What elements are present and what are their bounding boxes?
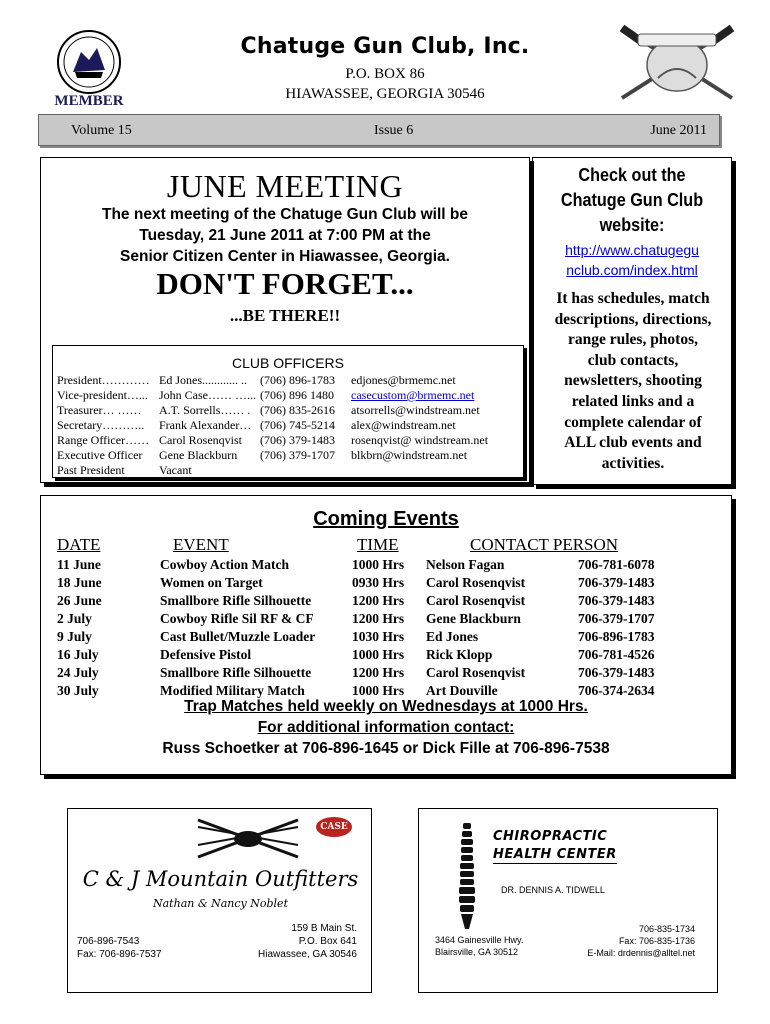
address-line-2: HIAWASSEE, GEORGIA 30546 — [285, 86, 485, 102]
event-contact: Carol Rosenqvist — [426, 665, 526, 680]
event-phone: 706-379-1483 — [578, 593, 655, 608]
officer-email: alex@windstream.net — [351, 418, 456, 432]
dont-forget-heading: DON'T FORGET... — [156, 266, 414, 301]
chiro-name-line-1: CHIROPRACTIC — [493, 829, 608, 844]
events-header-date: DATE — [57, 535, 101, 554]
event-phone: 706-379-1483 — [578, 665, 655, 680]
chiropractic-ad — [418, 808, 718, 993]
event-time: 1030 Hrs — [352, 629, 405, 644]
officer-name: Vacant — [159, 463, 192, 477]
events-title: Coming Events — [313, 508, 459, 530]
outfitters-fax: Fax: 706-896-7537 — [77, 949, 162, 960]
officer-phone: (706) 379-1483 — [260, 433, 335, 447]
website-description-line: range rules, photos, — [567, 331, 699, 349]
officer-name: Frank Alexander… — [159, 418, 252, 432]
officer-role: Vice-president…... — [57, 388, 148, 402]
event-row — [0, 629, 770, 647]
outfitters-name: C & J Mountain Outfitters — [82, 867, 359, 891]
event-row — [0, 575, 770, 593]
event-contact: Carol Rosenqvist — [426, 593, 526, 608]
event-row — [0, 647, 770, 665]
events-header-contact: CONTACT PERSON — [470, 535, 619, 554]
officer-email: rosenqvist@ windstream.net — [351, 433, 489, 447]
website-description-line: related links and a — [571, 392, 695, 410]
officer-email: blkbrn@windstream.net — [351, 448, 468, 462]
meeting-line-3: Senior Citizen Center in Hiawassee, Georgia. — [120, 248, 450, 265]
issue-label: Issue 6 — [374, 123, 414, 138]
crossed-rifles-icon — [193, 815, 303, 863]
website-heading-line-1: Check out the — [578, 165, 686, 185]
event-date: 24 July — [57, 665, 99, 680]
officer-email: edjones@brmemc.net — [351, 373, 456, 387]
meeting-line-2: Tuesday, 21 June 2011 at 7:00 PM at the — [139, 227, 431, 244]
officer-role: President………… — [57, 373, 150, 387]
event-phone: 706-379-1707 — [578, 611, 655, 626]
website-heading-line-3: website: — [599, 215, 665, 235]
be-there-text: ...BE THERE!! — [229, 306, 341, 325]
officer-phone: (706) 379-1707 — [260, 448, 335, 462]
outfitters-box: P.O. Box 641 — [298, 936, 357, 947]
event-phone: 706-374-2634 — [578, 683, 655, 698]
event-date: 18 June — [57, 575, 102, 590]
event-phone: 706-781-4526 — [578, 647, 655, 662]
officers-title: CLUB OFFICERS — [231, 355, 344, 371]
website-link-line-2[interactable]: nclub.com/index.html — [566, 262, 698, 278]
website-description-line: descriptions, directions, — [554, 310, 712, 328]
event-event: Smallbore Rifle Silhouette — [160, 665, 312, 680]
event-time: 1200 Hrs — [352, 611, 405, 626]
case-badge: CASE — [316, 817, 352, 837]
officer-phone: (706) 835-2616 — [260, 403, 335, 417]
event-contact: Ed Jones — [426, 629, 479, 644]
club-title: Chatuge Gun Club, Inc. — [240, 34, 530, 59]
chiro-doctor: DR. DENNIS A. TIDWELL — [501, 885, 605, 895]
event-time: 1000 Hrs — [352, 557, 405, 572]
event-contact: Rick Klopp — [426, 647, 493, 662]
meeting-line-1: The next meeting of the Chatuge Gun Club will be — [102, 206, 468, 223]
officer-phone: (706) 896 1480 — [260, 388, 334, 402]
website-description-line: club contacts, — [587, 351, 679, 369]
issue-date: June 2011 — [650, 123, 707, 138]
event-date: 11 June — [57, 557, 101, 572]
officer-role: Executive Officer — [57, 448, 143, 462]
website-description-line: It has schedules, match — [556, 290, 710, 307]
event-event: Defensive Pistol — [160, 647, 252, 662]
chiro-city: Blairsville, GA 30512 — [435, 947, 519, 957]
event-phone: 706-781-6078 — [578, 557, 655, 572]
officer-role: Range Officer…… — [57, 433, 150, 447]
event-event: Cowboy Action Match — [160, 557, 289, 572]
additional-contacts: Russ Schoetker at 706-896-1645 or Dick Fille at 706-896-7538 — [162, 740, 610, 757]
crossed-rifles-logo — [618, 20, 736, 105]
meeting-details — [40, 204, 530, 267]
event-contact: Art Douville — [426, 683, 498, 698]
outfitters-phone: 706-896-7543 — [77, 936, 140, 947]
event-date: 9 July — [57, 629, 92, 644]
chiro-fax: Fax: 706-835-1736 — [618, 936, 695, 946]
website-link-line-1[interactable]: http://www.chatugegu — [565, 242, 699, 258]
event-time: 1000 Hrs — [352, 647, 405, 662]
issue-bar — [38, 114, 720, 146]
chiro-phone: 706-835-1734 — [638, 924, 695, 934]
officer-name: Ed Jones............ .. — [159, 373, 247, 387]
event-time: 1200 Hrs — [352, 593, 405, 608]
officer-email[interactable]: casecustom@brmemc.net — [351, 388, 475, 402]
event-time: 1000 Hrs — [352, 683, 405, 698]
event-event: Women on Target — [160, 575, 263, 590]
officer-role: Treasurer… …… — [57, 403, 142, 417]
event-row — [0, 557, 770, 575]
officer-name: Gene Blackburn — [159, 448, 238, 462]
event-event: Cast Bullet/Muzzle Loader — [160, 629, 316, 644]
meeting-title: JUNE MEETING — [166, 168, 404, 204]
chiro-name-line-2: HEALTH CENTER — [493, 847, 617, 862]
spine-icon — [457, 823, 477, 931]
outfitters-ad — [67, 808, 372, 993]
website-description-line: activities. — [601, 454, 665, 472]
officer-name: Carol Rosenqvist — [159, 433, 242, 447]
svg-text:MEMBER: MEMBER — [54, 93, 124, 108]
trap-notice: Trap Matches held weekly on Wednesdays at 1000 Hrs. — [184, 698, 588, 715]
event-date: 30 July — [57, 683, 99, 698]
chiro-email: E-Mail: drdennis@alltel.net — [587, 948, 695, 958]
event-row — [0, 611, 770, 629]
events-header-event: EVENT — [173, 535, 229, 554]
website-description-line: ALL club events and — [564, 434, 702, 452]
website-heading — [542, 163, 722, 238]
additional-info-label: For additional information contact: — [257, 719, 515, 736]
events-header-time: TIME — [357, 535, 399, 554]
website-heading-line-2: Chatuge Gun Club — [560, 190, 704, 210]
outfitters-owners: Nathan & Nancy Noblet — [153, 897, 288, 910]
officer-role: Secretary……….. — [57, 418, 145, 432]
website-description-line: newsletters, shooting — [564, 372, 702, 390]
event-time: 1200 Hrs — [352, 665, 405, 680]
website-description — [538, 289, 728, 474]
event-event: Smallbore Rifle Silhouette — [160, 593, 312, 608]
event-event: Modified Military Match — [160, 683, 305, 698]
outfitters-street: 159 B Main St. — [291, 923, 357, 934]
event-row — [0, 593, 770, 611]
event-contact: Nelson Fagan — [426, 557, 505, 572]
event-date: 2 July — [57, 611, 92, 626]
address-line-1: P.O. BOX 86 — [345, 66, 425, 82]
officer-email: atsorrells@windstream.net — [351, 403, 480, 417]
event-time: 0930 Hrs — [352, 575, 405, 590]
officer-phone: (706) 896-1783 — [260, 373, 335, 387]
officer-name: A.T. Sorrells…… . — [159, 403, 251, 417]
volume-label: Volume 15 — [71, 123, 132, 138]
officer-phone: (706) 745-5214 — [260, 418, 335, 432]
event-event: Cowboy Rifle Sil RF & CF — [160, 611, 314, 626]
officer-role: Past President — [57, 463, 125, 477]
event-date: 16 July — [57, 647, 99, 662]
officer-name: John Case…… …... — [159, 388, 256, 402]
website-link[interactable] — [542, 240, 722, 280]
event-phone: 706-896-1783 — [578, 629, 655, 644]
outfitters-city: Hiawassee, GA 30546 — [258, 949, 357, 960]
event-row — [0, 665, 770, 683]
website-description-line: complete calendar of — [564, 413, 702, 431]
event-date: 26 June — [57, 593, 102, 608]
chiro-street: 3464 Gainesville Hwy. — [435, 935, 524, 945]
event-contact: Carol Rosenqvist — [426, 575, 526, 590]
event-contact: Gene Blackburn — [426, 611, 521, 626]
event-phone: 706-379-1483 — [578, 575, 655, 590]
